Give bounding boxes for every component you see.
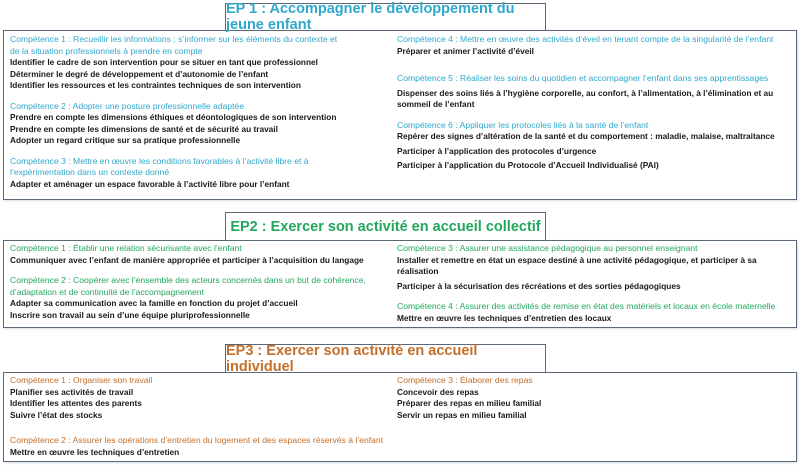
- competence-title: Compétence 5 : Réaliser les soins du quotidien et accompagner l’enfant dans ses apprentissages: [397, 73, 769, 83]
- competence-item: Servir un repas en milieu familial: [397, 409, 527, 420]
- ep1-title: EP 1 : Accompagner le développement du jeune enfant: [226, 1, 515, 33]
- competence-title: Compétence 1 : Organiser son travail: [10, 375, 153, 385]
- ep3-left-column: [10, 375, 395, 458]
- competence-item: Identifier les attentes des parents: [10, 398, 142, 408]
- ep3-box: [3, 372, 797, 462]
- competence-item: Préparer des repas en milieu familial: [397, 398, 542, 408]
- competence-item: Installer et remettre en état un espace destiné à une activité pédagogique, et participer à sa réalisation: [397, 254, 757, 276]
- competence-5: [397, 73, 793, 111]
- competence-item: Identifier le cadre de son intervention pour se situer en tant que professionnel: [10, 57, 318, 67]
- ep1-box: [3, 30, 797, 200]
- competence-item: Préparer et animer l’activité d’éveil: [397, 45, 534, 56]
- competence-3: [397, 243, 793, 292]
- competence-item: Déterminer le degré de développement et d’autonomie de l’enfant: [10, 68, 269, 79]
- competence-title: Compétence 3 : Assurer une assistance pédagogique au personnel enseignant: [397, 243, 698, 253]
- competence-item: Repérer des signes d’altération de la santé et du comportement : maladie, malaise, maltraitance: [397, 131, 775, 141]
- competence-item: Mettre en œuvre les techniques d’entretien des locaux: [397, 312, 612, 323]
- competence-3: [397, 375, 793, 421]
- competence-item: Dispenser des soins liés à l’hygiène corporelle, au confort, à l’alimentation, à l’élimination et au sommeil de l’enfant: [397, 87, 774, 109]
- competence-item: Prendre en compte les dimensions de santé et de sécurité au travail: [10, 123, 278, 134]
- ep3-title: EP3 : Exercer son activité en accueil individuel: [226, 342, 478, 375]
- competence-item: Communiquer avec l’enfant de manière appropriée et participer à l’acquisition du langage: [10, 254, 364, 265]
- competence-2: [10, 435, 410, 458]
- competence-item: Identifier les ressources et les contraintes techniques de son intervention: [10, 80, 301, 90]
- competence-1: [10, 375, 395, 421]
- competence-title: Compétence 1 : Établir une relation sécurisante avec l’enfant: [10, 243, 242, 253]
- competence-title: Compétence 1 : Recueillir les informations ; s’informer sur les éléments du contexte et de la situation professionnels à prendre en compte: [10, 34, 338, 56]
- competence-item: Adapter et aménager un espace favorable à l’activité libre pour l’enfant: [10, 178, 290, 189]
- competence-item: Suivre l’état des stocks: [10, 409, 103, 420]
- competence-item: Participer à l’application du Protocole d’Accueil Individualisé (PAI): [397, 160, 659, 170]
- ep2-title: EP2 : Exercer son activité en accueil collectif: [230, 218, 541, 235]
- competence-item: Prendre en compte les dimensions éthiques et déontologiques de son intervention: [10, 112, 337, 122]
- ep2-box: [3, 240, 797, 328]
- ep2-left-column: [10, 243, 395, 321]
- competence-item: Participer à l’application des protocoles d’urgence: [397, 145, 597, 156]
- ep3-title-box: [225, 342, 546, 375]
- ep2-right-column: [397, 243, 793, 333]
- competence-title: Compétence 2 : Coopérer avec l’ensemble des acteurs concernés dans un but de cohérence, d’adaptation et de continuité de l’accompagnement: [10, 275, 366, 297]
- ep1-left-column: [10, 34, 395, 190]
- competence-item: Participer à la sécurisation des récréations et des sorties pédagogiques: [397, 280, 681, 291]
- competence-title: Compétence 6 : Appliquer les protocoles liés à la santé de l’enfant: [397, 119, 649, 130]
- ep1-right-column: [397, 34, 793, 181]
- ep2-title-box: [225, 212, 546, 240]
- competence-item: Mettre en œuvre les techniques d’entretien: [10, 446, 180, 457]
- competence-title: Compétence 4 : Mettre en œuvre des activités d’éveil en tenant compte de la singularité de l’enfant: [397, 34, 774, 44]
- ep1-title-box: [225, 1, 546, 33]
- ep3-right-column: [397, 375, 793, 430]
- competence-title: Compétence 3 : Mettre en œuvre les conditions favorables à l’activité libre et à l’expérimentation dans un contexte donné: [10, 155, 309, 177]
- competence-title: Compétence 2 : Adopter une posture professionnelle adaptée: [10, 100, 245, 111]
- competence-1: [10, 243, 395, 266]
- competence-item: Adopter un regard critique sur sa pratique professionnelle: [10, 135, 241, 145]
- competence-item: Inscrire son travail au sein d’une équipe pluriprofessionnelle: [10, 309, 250, 320]
- competence-6: [397, 120, 793, 172]
- competence-4: [397, 34, 793, 57]
- competence-item: Concevoir des repas: [397, 386, 479, 397]
- competence-title: Compétence 4 : Assurer des activités de remise en état des matériels et locaux en école maternelle: [397, 301, 776, 311]
- competence-2: [10, 101, 395, 147]
- competence-title: Compétence 3 : Élaborer des repas: [397, 375, 533, 385]
- competence-3: [10, 156, 330, 191]
- competence-item: Adapter sa communication avec la famille en fonction du projet d’accueil: [10, 298, 298, 308]
- competence-4: [397, 301, 793, 324]
- competence-title: Compétence 2 : Assurer les opérations d’entretien du logement et des espaces réservés à l’enfant: [10, 435, 384, 445]
- competence-item: Planifier ses activités de travail: [10, 386, 134, 397]
- competence-1: [10, 34, 340, 92]
- competence-2: [10, 275, 375, 321]
